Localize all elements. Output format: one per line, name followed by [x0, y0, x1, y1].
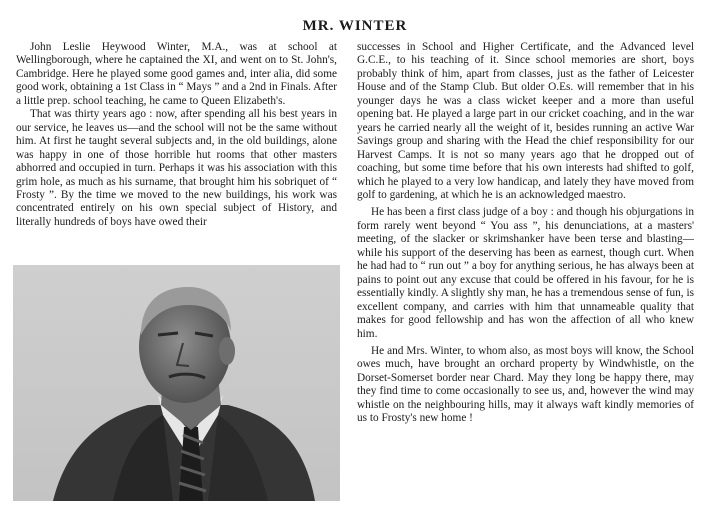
paragraph-continued: successes in School and Higher Certificate, and the Advanced level G.C.E., to his teaching of it. Since school memories are short, boys probably think of him, apart from classes, just as the father of Leicester House and of the Stamp Club. But older O.Es. will remember that in his younger days he was a class wicket keeper and a more than useful opening bat. He played a large part in our cricket coaching, and in the war years he carried nearly all the weight of it, besides running an active War Savings group and sharing with the Head the chief responsibility for our Harvest Camps. It is not so many years ago that he dropped out of coaching, but some time before that his own interests had shifted to golf, which he played to a very low handicap, and lately they have moved from golf to gardening, at which he is an acknowledged maestro.: [357, 41, 694, 201]
left-column: [16, 41, 337, 258]
paragraph-intro: John Leslie Heywood Winter, M.A., was at school at Wellingborough, where he captained the XI, and went on to St. John's, Cambridge. Here he played some good games and, inter alia, did some good work, obtaining a 1st Class in “ Mays ” and a 2nd in Finals. After a little prep. school teaching, he came to Queen Elizabeth's.: [16, 41, 337, 107]
paragraph-judge-of-boy: He has been a first class judge of a boy : and though his objurgations in form rarely went beyond “ You ass ”, his denunciations, at a masters' meeting, of the slacker or skrimshanker have been terse and blasting—while his support of the deserving has been as earnest, though curt. When he had had to “ run out ” a boy for anything serious, he has always been at pains to point out any excuse that could be offered in his favour, for he is essentially kindly. A slightly shy man, he has a tremendous sense of fun, is excellent company, and carries with him that unnameable quality that makes for good fellowship and has won the affection of all who knew him.: [357, 206, 694, 340]
paragraph-farewell: He and Mrs. Winter, to whom also, as most boys will know, the School owes much, have brought an orchard property by Windwhistle, on the Dorset-Somerset border near Chard. May they long be happy there, may they find time to come occasionally to see us, and, however the wind may whistle on the neighbouring hills, may it always waft kindly memories of us to Frosty's new home !: [357, 344, 694, 425]
right-column: [357, 41, 694, 507]
paragraph-thirty-years: That was thirty years ago : now, after spending all his best years in our service, he leaves us—and the school will not be the same without him. At first he taught several subjects and, in the old buildings, alone was happy in one of those horrible hut rooms that other masters abhorred and occupied in turn. Perhaps it was his association with this grim hole, as much as his surname, that brought him his sobriquet of “ Frosty ”. By the time we moved to the new buildings, his work was concentrated entirely on his own special subject of History, and literally hundreds of boys have owed their: [16, 108, 337, 228]
article-title: MR. WINTER: [302, 18, 408, 34]
portrait-photo: [13, 265, 340, 501]
portrait-of-mr-winter: [13, 265, 340, 501]
